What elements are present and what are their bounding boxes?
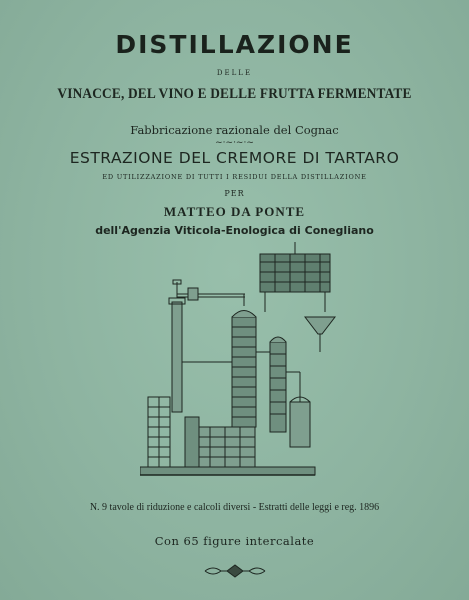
distillation-apparatus-illustration bbox=[140, 242, 340, 482]
ornament-icon bbox=[203, 562, 267, 580]
flourish-divider-icon: ~·~·~·~ bbox=[215, 138, 254, 148]
tables-note: N. 9 tavole di riduzione e calcoli diversi - Estratti delle leggi e reg. 1896 bbox=[89, 502, 380, 513]
title-connector: DELLE bbox=[216, 69, 253, 77]
figure-count-line: Con 65 figure intercalate bbox=[154, 534, 315, 548]
book-subtitle: VINACCE, DEL VINO E DELLE FRUTTA FERMENTATE bbox=[57, 86, 412, 102]
author-affiliation: dell'Agenzia Viticola-Enologica di Conegliano bbox=[95, 224, 374, 237]
per-line: PER bbox=[224, 189, 245, 198]
cremore-line: ESTRAZIONE DEL CREMORE DI TARTARO bbox=[69, 149, 400, 167]
author-name: MATTEO DA PONTE bbox=[163, 204, 306, 219]
utilizzazione-line: ED UTILIZZAZIONE DI TUTTI I RESIDUI DELLA DISTILLAZIONE bbox=[102, 173, 367, 181]
cognac-line: Fabbricazione razionale del Cognac bbox=[130, 123, 339, 137]
book-title: DISTILLAZIONE bbox=[115, 30, 354, 59]
